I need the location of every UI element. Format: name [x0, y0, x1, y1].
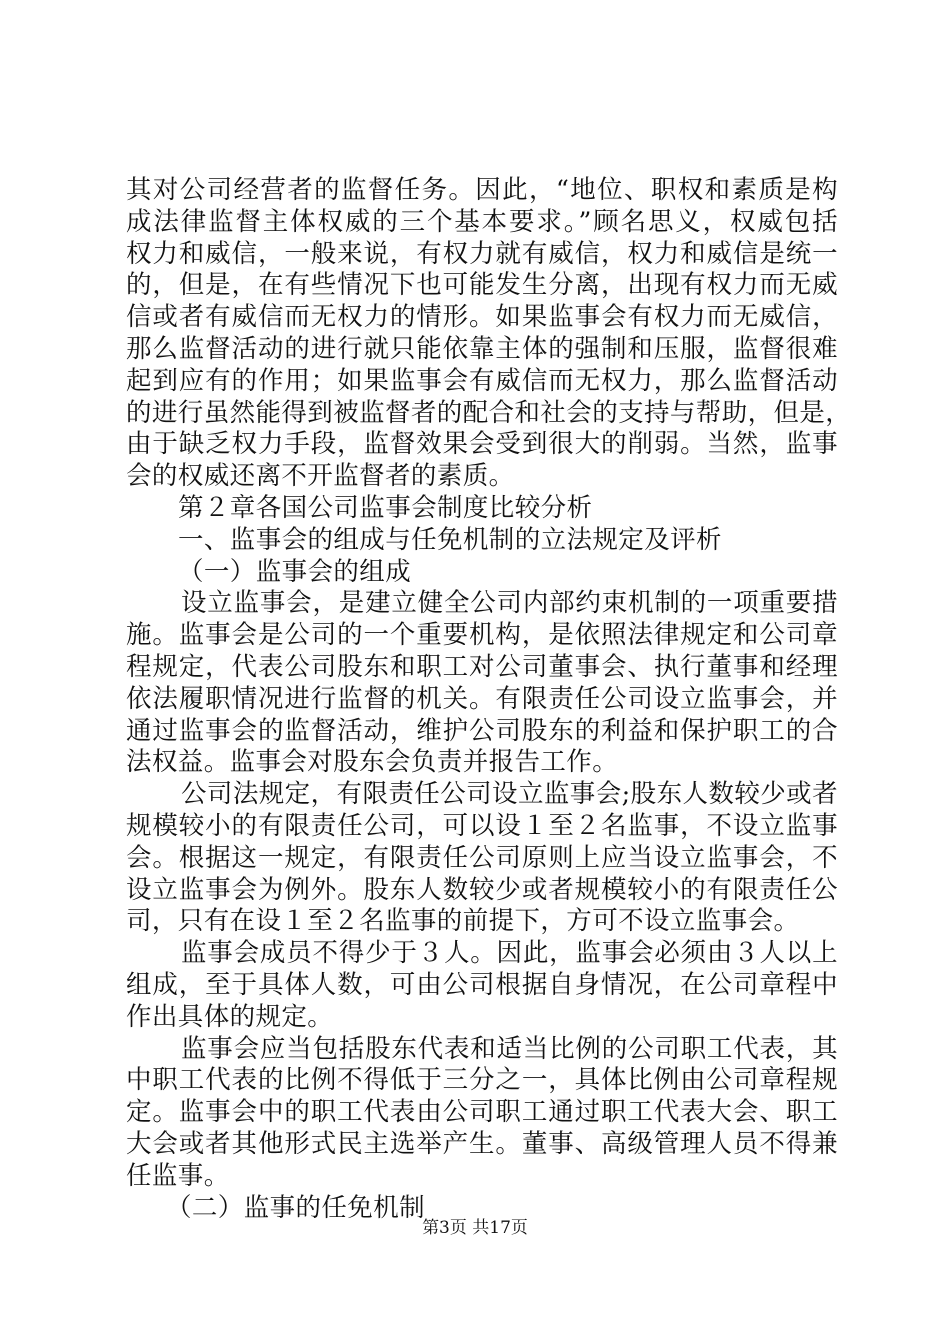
- paragraph-line: 信或者有威信而无权力的情形。如果监事会有权力而无威信，: [126, 302, 838, 333]
- paragraph-line: 施。监事会是公司的一个重要机构，是依照法律规定和公司章: [126, 620, 838, 651]
- paragraph-line: 大会或者其他形式民主选举产生。董事、高级管理人员不得兼: [126, 1128, 838, 1159]
- document-body: [126, 175, 852, 1224]
- paragraph-line: 设立监事会为例外。股东人数较少或者规模较小的有限责任公: [126, 874, 838, 905]
- paragraph-line: 公司法规定，有限责任公司设立监事会;股东人数较少或者: [181, 779, 838, 810]
- paragraph-line: 组成，至于具体人数，可由公司根据自身情况，在公司章程中: [126, 969, 838, 1000]
- paragraph-line: 成法律监督主体权威的三个基本要求。”顾名思义，权威包括: [126, 206, 838, 237]
- paragraph-line: 会的权威还离不开监督者的素质。: [126, 461, 515, 492]
- paragraph-line: 依法履职情况进行监督的机关。有限责任公司设立监事会，并: [126, 683, 838, 714]
- paragraph-line: 程规定，代表公司股东和职工对公司董事会、执行董事和经理: [126, 651, 838, 682]
- paragraph-line: 法权益。监事会对股东会负责并报告工作。: [126, 747, 619, 778]
- paragraph-line: 中职工代表的比例不得低于三分之一，具体比例由公司章程规: [126, 1065, 838, 1096]
- paragraph-line: 通过监事会的监督活动，维护公司股东的利益和保护职工的合: [126, 715, 838, 746]
- chapter-heading: 第２章各国公司监事会制度比较分析: [178, 492, 593, 523]
- paragraph-line: 会。根据这一规定，有限责任公司原则上应当设立监事会，不: [126, 842, 838, 873]
- subsection-heading: （二）监事的任免机制: [166, 1192, 426, 1223]
- subsection-heading: （一）监事会的组成: [178, 556, 412, 587]
- paragraph-line: 司，只有在设１至２名监事的前提下，方可不设立监事会。: [126, 906, 800, 937]
- paragraph-line: 起到应有的作用；如果监事会有威信而无权力，那么监督活动: [126, 365, 838, 396]
- paragraph-line: 任监事。: [126, 1160, 230, 1191]
- paragraph-line: 的，但是，在有些情况下也可能发生分离，出现有权力而无威: [126, 270, 838, 301]
- page-number-footer: 第3页 共17页: [422, 1218, 528, 1238]
- section-heading: 一、监事会的组成与任免机制的立法规定及评析: [178, 524, 722, 555]
- paragraph-line: 监事会应当包括股东代表和适当比例的公司职工代表，其: [181, 1033, 838, 1064]
- paragraph-line: 规模较小的有限责任公司，可以设１至２名监事，不设立监事: [126, 810, 838, 841]
- paragraph-line: 权力和威信，一般来说，有权力就有威信，权力和威信是统一: [126, 238, 838, 269]
- paragraph-line: 的进行虽然能得到被监督者的配合和社会的支持与帮助，但是，: [126, 397, 852, 428]
- paragraph-line: 监事会成员不得少于３人。因此，监事会必须由３人以上: [181, 938, 838, 969]
- paragraph-line: 作出具体的规定。: [126, 1001, 334, 1032]
- paragraph-line: 定。监事会中的职工代表由公司职工通过职工代表大会、职工: [126, 1097, 838, 1128]
- paragraph-line: 那么监督活动的进行就只能依靠主体的强制和压服，监督很难: [126, 333, 838, 364]
- paragraph-line: 其对公司经营者的监督任务。因此，“地位、职权和素质是构: [126, 175, 838, 205]
- paragraph-line: 设立监事会，是建立健全公司内部约束机制的一项重要措: [181, 588, 838, 619]
- paragraph-line: 由于缺乏权力手段，监督效果会受到很大的削弱。当然，监事: [126, 429, 838, 460]
